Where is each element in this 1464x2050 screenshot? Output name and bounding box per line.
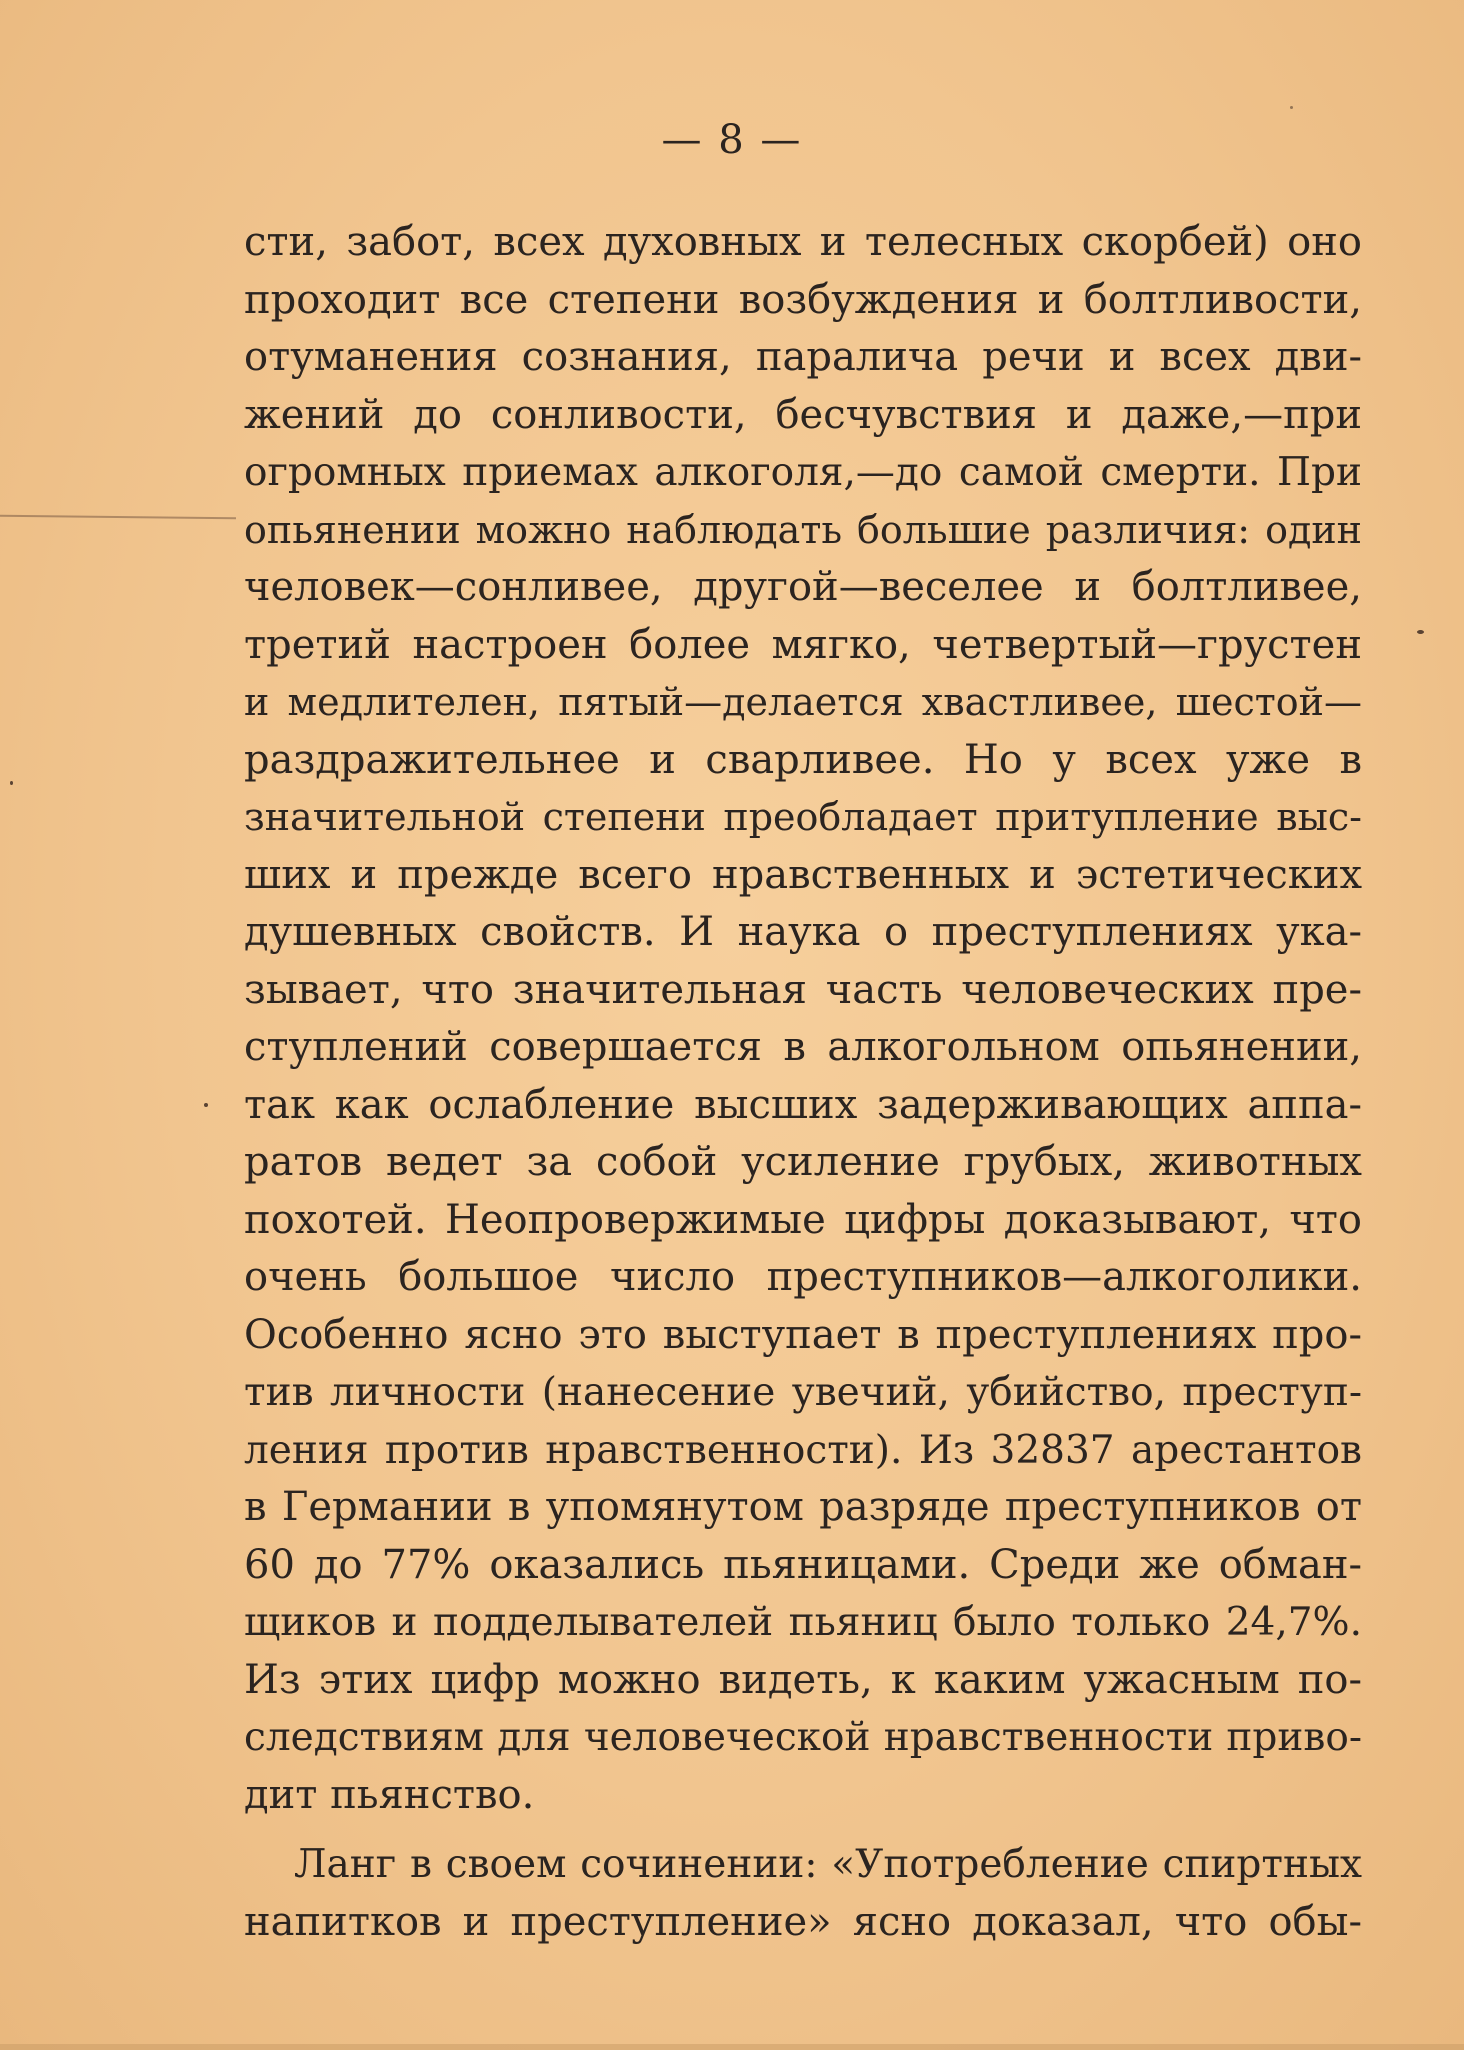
text-line: зывает, что значительная часть человеческих пре- bbox=[244, 966, 1362, 1013]
text-line: значительной степени преобладает притупление выс- bbox=[244, 795, 1362, 839]
ink-speck bbox=[1290, 106, 1293, 109]
ink-speck bbox=[1417, 630, 1424, 634]
text-line: так как ослабление высших задерживающих аппа- bbox=[244, 1081, 1362, 1128]
text-line: душевных свойств. И наука о преступлениях ука- bbox=[244, 909, 1362, 955]
text-line: опьянении можно наблюдать большие различия: один bbox=[244, 507, 1362, 552]
text-line: и медлителен, пятый—делается хвастливее, шестой— bbox=[244, 680, 1362, 724]
text-line: ратов ведет за собой усиление грубых, животных bbox=[244, 1139, 1362, 1185]
text-line: следствиям для человеческой нравственности приво- bbox=[244, 1715, 1362, 1760]
paragraph-1 bbox=[244, 214, 1362, 1824]
text-line: Особенно ясно это выступает в преступлениях про- bbox=[244, 1311, 1362, 1358]
text-line: очень большое число преступников—алкоголики. bbox=[244, 1254, 1362, 1300]
ink-speck bbox=[204, 1103, 208, 1107]
ink-speck bbox=[10, 781, 13, 785]
pencil-margin-mark bbox=[0, 515, 236, 519]
text-line: ления против нравственности). Из 32837 арестантов bbox=[244, 1427, 1362, 1473]
text-line: ступлений совершается в алкогольном опьянении, bbox=[244, 1024, 1362, 1070]
text-line: огромных приемах алкоголя,—до самой смерти. При bbox=[244, 450, 1362, 495]
paragraph-2 bbox=[244, 1836, 1362, 1951]
text-line: отуманения сознания, паралича речи и всех дви- bbox=[244, 334, 1362, 380]
text-line: Из этих цифр можно видеть, к каким ужасным по- bbox=[244, 1656, 1362, 1703]
text-line: тив личности (нанесение увечий, убийство, преступ- bbox=[244, 1370, 1362, 1415]
text-line: третий настроен более мягко, четвертый—грустен bbox=[244, 621, 1362, 668]
text-line: Ланг в своем сочинении: «Употребление спиртных bbox=[294, 1842, 1362, 1887]
page-number: — 8 — bbox=[661, 117, 803, 163]
text-line: человек—сонливее, другой—веселее и болтливее, bbox=[244, 564, 1362, 610]
text-line: в Германии в упомянутом разряде преступников от bbox=[244, 1484, 1362, 1530]
text-line: проходит все степени возбуждения и болтливости, bbox=[244, 276, 1362, 323]
text-line: дит пьянство. bbox=[244, 1771, 535, 1818]
body-text bbox=[244, 214, 1362, 1951]
text-line: похотей. Неопровержимые цифры доказывают, что bbox=[244, 1196, 1362, 1243]
text-line: жений до сонливости, бесчувствия и даже,—при bbox=[244, 391, 1362, 438]
text-line: напитков и преступление» ясно доказал, что обы- bbox=[244, 1898, 1362, 1945]
text-line: 60 до 77% оказались пьяницами. Среди же обман- bbox=[244, 1541, 1362, 1588]
text-line: щиков и подделывателей пьяниц было только 24,7%. bbox=[244, 1600, 1362, 1645]
text-line: сти, забот, всех духовных и телесных скорбей) оно bbox=[244, 219, 1362, 265]
text-line: ших и прежде всего нравственных и эстетических bbox=[244, 851, 1362, 898]
paragraph-gap bbox=[244, 1824, 1362, 1836]
text-line: раздражительнее и сварливее. Но у всех уже в bbox=[244, 736, 1362, 783]
page-bottom-edge bbox=[0, 2044, 1464, 2050]
